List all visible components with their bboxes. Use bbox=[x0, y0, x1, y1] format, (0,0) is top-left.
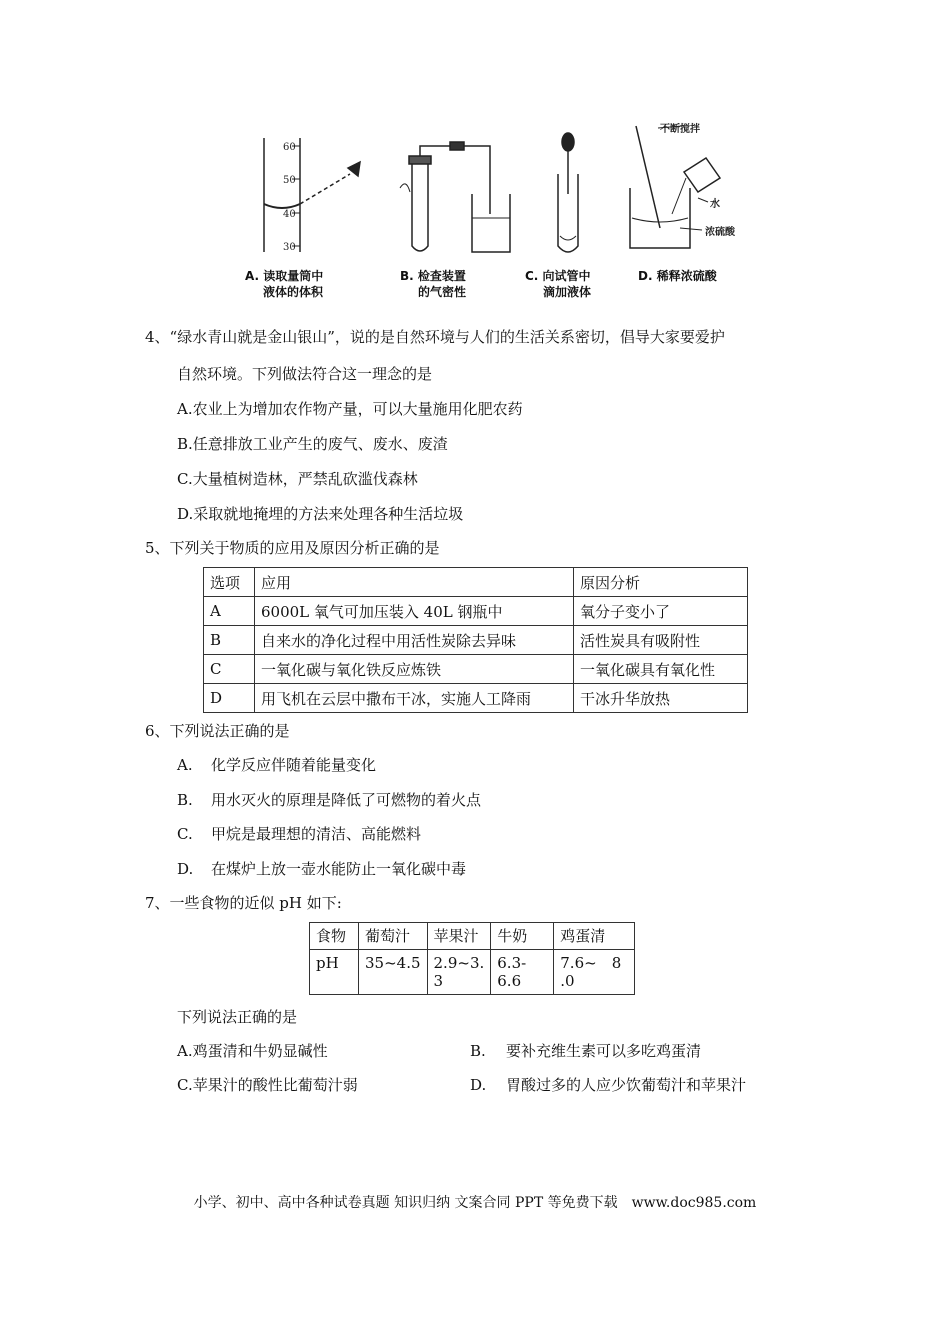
cell-apple-ph: 2.9~3. 3 bbox=[427, 950, 491, 995]
q7-option-d: D. 胃酸过多的人应少饮葡萄汁和苹果汁 bbox=[470, 1076, 747, 1094]
table-row bbox=[204, 626, 748, 655]
cell-reason: 活性炭具有吸附性 bbox=[574, 626, 748, 655]
q6-option-a: A. 化学反应伴随着能量变化 bbox=[177, 756, 377, 774]
cell-application: 自来水的净化过程中用活性炭除去异味 bbox=[255, 626, 574, 655]
cell-application: 用飞机在云层中撒布干冰，实施人工降雨 bbox=[255, 684, 574, 713]
lab-operations-figure bbox=[245, 118, 750, 308]
cell-option: B bbox=[204, 626, 255, 655]
graduated-cylinder-icon bbox=[264, 138, 360, 252]
header-reason: 原因分析 bbox=[574, 568, 748, 597]
cell-option: A bbox=[204, 597, 255, 626]
label-stir: 不断搅拌 bbox=[660, 124, 700, 135]
tick-60: 60 bbox=[283, 142, 296, 153]
q6-option-b: B. 用水灭火的原理是降低了可燃物的着火点 bbox=[177, 791, 482, 809]
cell-reason: 氧分子变小了 bbox=[574, 597, 748, 626]
header-apple-juice: 苹果汁 bbox=[427, 923, 491, 950]
caption-b: B. 检查装置 的气密性 bbox=[400, 269, 467, 299]
table-row bbox=[204, 655, 748, 684]
label-acid: 浓硫酸 bbox=[705, 227, 735, 238]
q6-option-d: D. 在煤炉上放一壶水能防止一氧化碳中毒 bbox=[177, 860, 467, 878]
q6-option-c: C. 甲烷是最理想的清洁、高能燃料 bbox=[177, 825, 422, 843]
page-footer: 小学、初中、高中各种试卷真题 知识归纳 文案合同 PPT 等免费下载 www.doc985.com bbox=[193, 1195, 757, 1211]
q4-stem-line1: 4、“绿水青山就是金山银山”，说的是自然环境与人们的生活关系密切，倡导大家要爱护 bbox=[145, 328, 725, 346]
q4-option-d: D.采取就地掩埋的方法来处理各种生活垃圾 bbox=[177, 505, 464, 523]
q4-option-c: C.大量植树造林，严禁乱砍滥伐森林 bbox=[177, 470, 418, 488]
q7-option-c: C.苹果汁的酸性比葡萄汁弱 bbox=[177, 1076, 358, 1094]
header-grape-juice: 葡萄汁 bbox=[359, 923, 428, 950]
q7-stem: 7、一些食物的近似 pH 如下: bbox=[145, 894, 342, 912]
header-option: 选项 bbox=[204, 568, 255, 597]
cell-application: 6000L 氧气可加压装入 40L 钢瓶中 bbox=[255, 597, 574, 626]
cell-option: C bbox=[204, 655, 255, 684]
q4-option-b: B.任意排放工业产生的废气、废水、废渣 bbox=[177, 435, 448, 453]
q4-option-a: A.农业上为增加农作物产量，可以大量施用化肥农药 bbox=[177, 400, 523, 418]
table-header-row bbox=[310, 923, 635, 950]
airtightness-apparatus-icon bbox=[400, 142, 510, 252]
caption-a: A. 读取量筒中 液体的体积 bbox=[245, 269, 324, 299]
table-row bbox=[204, 597, 748, 626]
cell-grape-ph: 35~4.5 bbox=[359, 950, 428, 995]
header-application: 应用 bbox=[255, 568, 574, 597]
dropper-test-tube-icon bbox=[558, 133, 578, 252]
cell-egg-ph: 7.6~ 8 .0 bbox=[554, 950, 635, 995]
q5-stem: 5、下列关于物质的应用及原因分析正确的是 bbox=[145, 539, 440, 557]
table-row bbox=[204, 684, 748, 713]
tick-50: 50 bbox=[283, 175, 296, 186]
header-egg-white: 鸡蛋清 bbox=[554, 923, 635, 950]
cell-reason: 一氧化碳具有氧化性 bbox=[574, 655, 748, 684]
q7-ph-table bbox=[309, 922, 635, 995]
table-header-row bbox=[204, 568, 748, 597]
q5-table bbox=[203, 567, 748, 713]
lab-apparatus-illustration bbox=[250, 118, 750, 268]
cell-option: D bbox=[204, 684, 255, 713]
tick-40: 40 bbox=[283, 209, 296, 220]
caption-c: C. 向试管中 滴加液体 bbox=[525, 269, 592, 299]
q4-stem-line2: 自然环境。下列做法符合这一理念的是 bbox=[177, 365, 433, 383]
header-milk: 牛奶 bbox=[491, 923, 554, 950]
caption-d: D. 稀释浓硫酸 bbox=[638, 269, 717, 283]
cell-ph-label: pH bbox=[310, 950, 359, 995]
header-food: 食物 bbox=[310, 923, 359, 950]
q7-question: 下列说法正确的是 bbox=[177, 1008, 298, 1026]
label-water: 水 bbox=[710, 199, 720, 210]
cell-milk-ph: 6.3- 6.6 bbox=[491, 950, 554, 995]
cell-application: 一氧化碳与氧化铁反应炼铁 bbox=[255, 655, 574, 684]
q7-option-a: A.鸡蛋清和牛奶显碱性 bbox=[177, 1042, 328, 1060]
q7-option-b: B. 要补充维生素可以多吃鸡蛋清 bbox=[470, 1042, 702, 1060]
cell-reason: 干冰升华放热 bbox=[574, 684, 748, 713]
table-row bbox=[310, 950, 635, 995]
tick-30: 30 bbox=[283, 242, 296, 253]
q6-stem: 6、下列说法正确的是 bbox=[145, 722, 290, 740]
